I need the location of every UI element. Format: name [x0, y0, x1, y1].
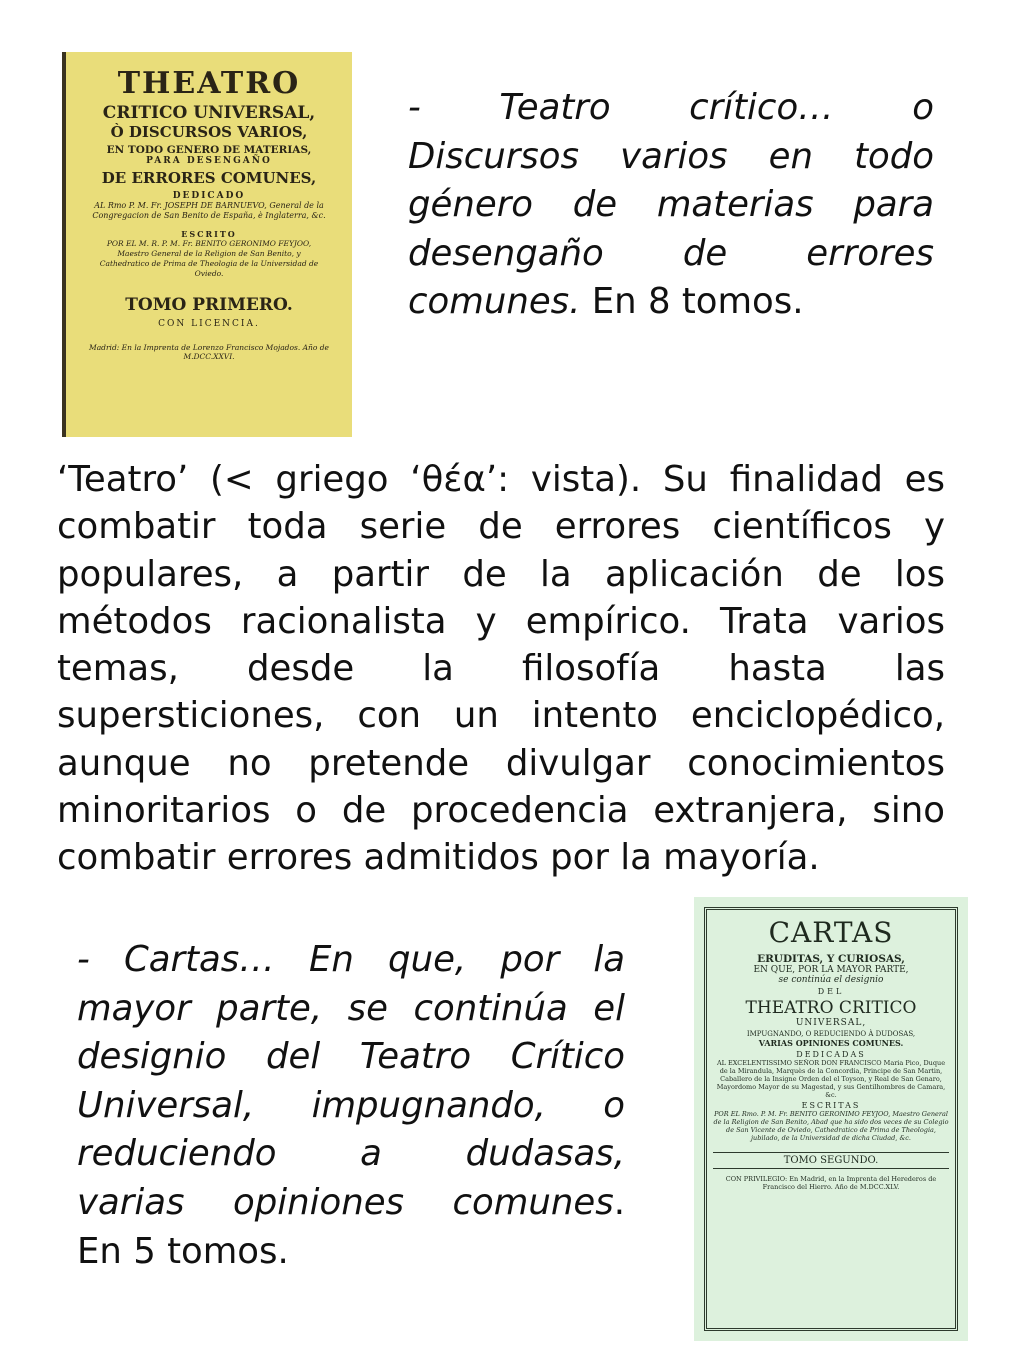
cover2-text: VARIAS OPINIONES COMUNES.	[758, 1038, 904, 1048]
cover2-text: ERUDITAS, Y CURIOSAS,	[757, 953, 905, 965]
cover1-subtitle: CRITICO UNIVERSAL,	[102, 103, 316, 123]
cover1-subtitle-2: Ò DISCURSOS VARIOS,	[110, 123, 308, 141]
cover2-text: DEL	[817, 987, 845, 996]
cover2-text: POR EL Rmo. P. M. Fr. BENITO GERONIMO FEYJOO, Maestro General de la Religion de San Benito, Abad que ha sido dos veces de su Colegio de San Vicente de Oviedo, Cathedratico de Prima de Theologia, jubilado, de la Universidad de dicha Ciudad, &c.	[713, 1110, 949, 1142]
text-line: populares, a partir de la aplicación de los	[57, 553, 945, 595]
theatro-critico-description	[408, 84, 934, 327]
italic-text: varias opiniones comunes	[77, 1181, 614, 1223]
text-line: género de materias para	[408, 184, 934, 225]
book-cover-theatro-critico	[62, 52, 352, 437]
cover2-frame	[704, 907, 958, 1331]
text-line: - Teatro crítico… o	[408, 87, 934, 128]
plain-text: .	[613, 1181, 625, 1223]
cover2-text: IMPUGNANDO, O REDUCIENDO À DUDOSAS,	[746, 1030, 916, 1038]
text-line: aunque no pretende divulgar conocimientos	[57, 742, 945, 784]
text-line: reduciendo a dudasas,	[77, 1133, 625, 1175]
cover2-text: DEDICADAS	[796, 1050, 866, 1059]
text-line	[408, 278, 934, 327]
cover1-text: AL Rmo P. M. Fr. JOSEPH DE BARNUEVO, General de la Congregacion de San Benito de España, è Inglaterra, &c.	[92, 201, 326, 220]
text-line: mayor parte, se continúa el	[77, 987, 625, 1029]
text-line: minoritarios o de procedencia extranjera, sino	[57, 790, 945, 832]
text-line	[77, 1179, 625, 1228]
cover2-text: ESCRITAS	[801, 1101, 861, 1110]
cover1-title: THEATRO	[117, 66, 301, 101]
italic-text: comunes.	[408, 281, 581, 322]
cover2-text: AL EXCELENTISSIMO SEÑOR DON FRANCISCO Maria Pico, Duque de la Mirandula, Marquès de la Concordia, Principe de San Martin, Caballero de la Insigne Orden del el Toyson, y Real de San Genaro, Mayordomo Mayor de su Magestad, y sus Gentilhombres de Camara, &c.	[716, 1059, 946, 1099]
cover2-text: EN QUE, POR LA MAYOR PARTE,	[753, 965, 909, 975]
cover1-text: PARA DESENGAÑO	[146, 156, 272, 166]
text-line: Discursos varios en todo	[408, 135, 934, 177]
text-line: ‘Teatro’ (< griego ‘θέα’: vista). Su finalidad es	[57, 459, 945, 500]
text-line: temas, desde la filosofía hasta las	[57, 648, 945, 690]
cover2-text: UNIVERSAL,	[795, 1018, 867, 1028]
text-line: En 5 tomos.	[77, 1230, 289, 1272]
text-line: Universal, impugnando, o	[77, 1084, 625, 1126]
text-line: designio del Teatro Crítico	[77, 1036, 625, 1078]
cover1-text: DE ERRORES COMUNES,	[101, 169, 317, 187]
cover1-text: DEDICADO	[172, 191, 246, 201]
text-line: métodos racionalista y empírico. Trata varios	[57, 600, 945, 642]
main-paragraph	[57, 456, 945, 882]
cartas-description	[77, 936, 625, 1276]
cover1-text: CON LICENCIA.	[158, 319, 260, 329]
cover2-volume: TOMO SEGUNDO.	[713, 1152, 949, 1169]
plain-text: En 8 tomos.	[580, 281, 804, 322]
text-line: supersticiones, con un intento enciclopédico,	[57, 695, 945, 737]
cover2-imprint: CON PRIVILEGIO: En Madrid, en la Imprenta del Herederos de Francisco del Hierro. Año de M.DCC.XLV.	[725, 1175, 937, 1191]
cover2-text: THEATRO CRITICO	[745, 998, 917, 1018]
text-line: desengaño de errores	[408, 232, 934, 274]
cover2-text: se continúa el designio	[778, 975, 884, 985]
text-line: - Cartas… En que, por la	[77, 939, 625, 980]
cover1-imprint: Madrid: En la Imprenta de Lorenzo Francisco Mojados. Año de M.DCC.XXVI.	[89, 343, 329, 361]
book-cover-cartas	[694, 897, 968, 1341]
cover1-volume: TOMO PRIMERO.	[125, 295, 293, 315]
text-line: combatir errores admitidos por la mayoría.	[57, 837, 820, 879]
cover1-text: POR EL M. R. P. M. Fr. BENITO GERONIMO FEYJOO, Maestro General de la Religion de San Benito, y Cathedratico de Prima de Theologia de la Universidad de Oviedo.	[99, 239, 319, 278]
cover1-text: EN TODO GENERO DE MATERIAS,	[106, 144, 312, 156]
cover1-text: ESCRITO	[181, 229, 237, 239]
text-line: combatir toda serie de errores científicos y	[57, 506, 945, 548]
cover2-title: CARTAS	[768, 916, 894, 949]
